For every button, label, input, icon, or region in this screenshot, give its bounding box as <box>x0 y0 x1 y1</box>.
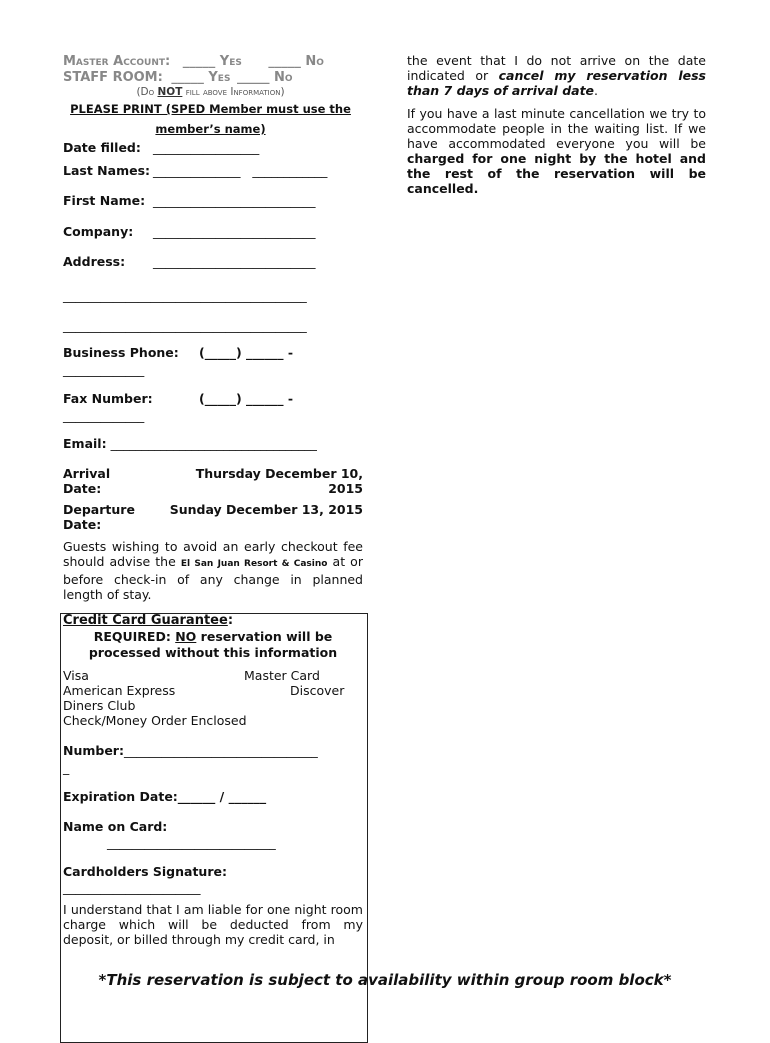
email-field[interactable]: _________________________________ <box>110 436 317 451</box>
company-label: Company: <box>63 224 134 239</box>
departure-date-label: Departure Date: <box>63 502 135 532</box>
date-filled-field[interactable]: _________________ <box>153 140 260 155</box>
first-name-label: First Name: <box>63 193 146 208</box>
signature-field[interactable]: ______________________ <box>63 880 201 895</box>
arrival-date-value: Thursday December 10, 2015 <box>195 466 363 496</box>
fax-number-field-cont[interactable]: _____________ <box>63 408 145 423</box>
card-number-label: Number: <box>63 743 124 758</box>
master-account-row <box>63 54 324 69</box>
fax-number-field[interactable]: (_____) ______ - <box>199 391 294 406</box>
card-option-check[interactable]: Check/Money Order Enclosed <box>63 713 247 728</box>
card-option-diners[interactable]: Diners Club <box>63 698 136 713</box>
card-number-field-cont[interactable]: _ <box>63 760 70 775</box>
name-on-card-label: Name on Card: <box>63 819 168 834</box>
required-note: REQUIRED: NO reservation will be processed without this information <box>88 629 338 660</box>
master-account-label: Master Account: <box>63 54 171 69</box>
card-option-visa[interactable]: Visa <box>63 668 89 683</box>
staff-yes-option[interactable]: _____ Yes <box>171 70 231 85</box>
cancellation-paragraph: the event that I do not arrive on the date indicated or cancel my reservation less than 7 days of arrival date. <box>407 53 706 98</box>
waiting-list-paragraph: If you have a last minute cancellation we try to accommodate people in the waiting list. If we have accommodated everyone you will be charged for one night by the hotel and the rest of the reservation will be cancelled. <box>407 106 706 196</box>
departure-date-value: Sunday December 13, 2015 <box>169 502 363 517</box>
date-filled-label: Date filled: <box>63 140 141 155</box>
print-note: PLEASE PRINT (SPED Member must use the member’s name) <box>70 102 351 136</box>
expiration-label: Expiration Date: <box>63 789 178 804</box>
staff-room-label: STAFF ROOM: <box>63 70 163 85</box>
arrival-date-label: Arrival Date: <box>63 466 111 496</box>
do-not-fill-note: (Do NOT fill above Information) <box>136 86 285 98</box>
email-label: Email: <box>63 436 107 451</box>
address-line-2[interactable]: _______________________________________ <box>63 288 307 303</box>
address-field[interactable]: __________________________ <box>153 254 316 269</box>
card-number-row <box>63 743 318 758</box>
card-number-field[interactable]: _______________________________ <box>123 743 318 758</box>
card-option-mastercard[interactable]: Master Card <box>244 668 320 683</box>
business-phone-field-cont[interactable]: _____________ <box>63 362 145 377</box>
fax-number-label: Fax Number: <box>63 391 153 406</box>
name-on-card-field[interactable]: ___________________________ <box>107 835 276 850</box>
checkout-note: Guests wishing to avoid an early checkout fee should advise the El San Juan Resort & Casino at or before check-in of any change in planned length of stay. <box>63 539 363 602</box>
availability-notice: *This reservation is subject to availability within group room block* <box>98 971 672 989</box>
master-yes-option[interactable]: _____ Yes <box>182 54 242 69</box>
expiration-row <box>63 789 266 804</box>
liability-text: I understand that I am liable for one night room charge which will be deducted from my deposit, or billed through my credit card, in <box>63 902 363 947</box>
expiration-field[interactable]: ______ / ______ <box>177 789 267 804</box>
company-field[interactable]: __________________________ <box>153 224 316 239</box>
last-names-row <box>63 163 150 178</box>
first-name-field[interactable]: __________________________ <box>153 193 316 208</box>
master-no-option[interactable]: _____ No <box>268 54 324 69</box>
credit-card-title: Credit Card Guarantee: <box>63 613 234 628</box>
date-filled-row <box>63 140 141 155</box>
business-phone-field[interactable]: (_____) ______ - <box>199 345 294 360</box>
hotel-name: El San Juan Resort & Casino <box>180 559 328 569</box>
last-names-field[interactable]: ______________ ____________ <box>153 163 328 178</box>
staff-no-option[interactable]: _____ No <box>236 70 293 85</box>
business-phone-label: Business Phone: <box>63 345 179 360</box>
last-names-label: Last Names: <box>63 163 151 178</box>
address-label: Address: <box>63 254 126 269</box>
address-line-3[interactable]: _______________________________________ <box>63 318 307 333</box>
card-option-discover[interactable]: Discover <box>290 683 345 698</box>
card-option-amex[interactable]: American Express <box>63 683 176 698</box>
signature-label: Cardholders Signature: <box>63 864 227 879</box>
staff-room-row <box>63 70 293 85</box>
